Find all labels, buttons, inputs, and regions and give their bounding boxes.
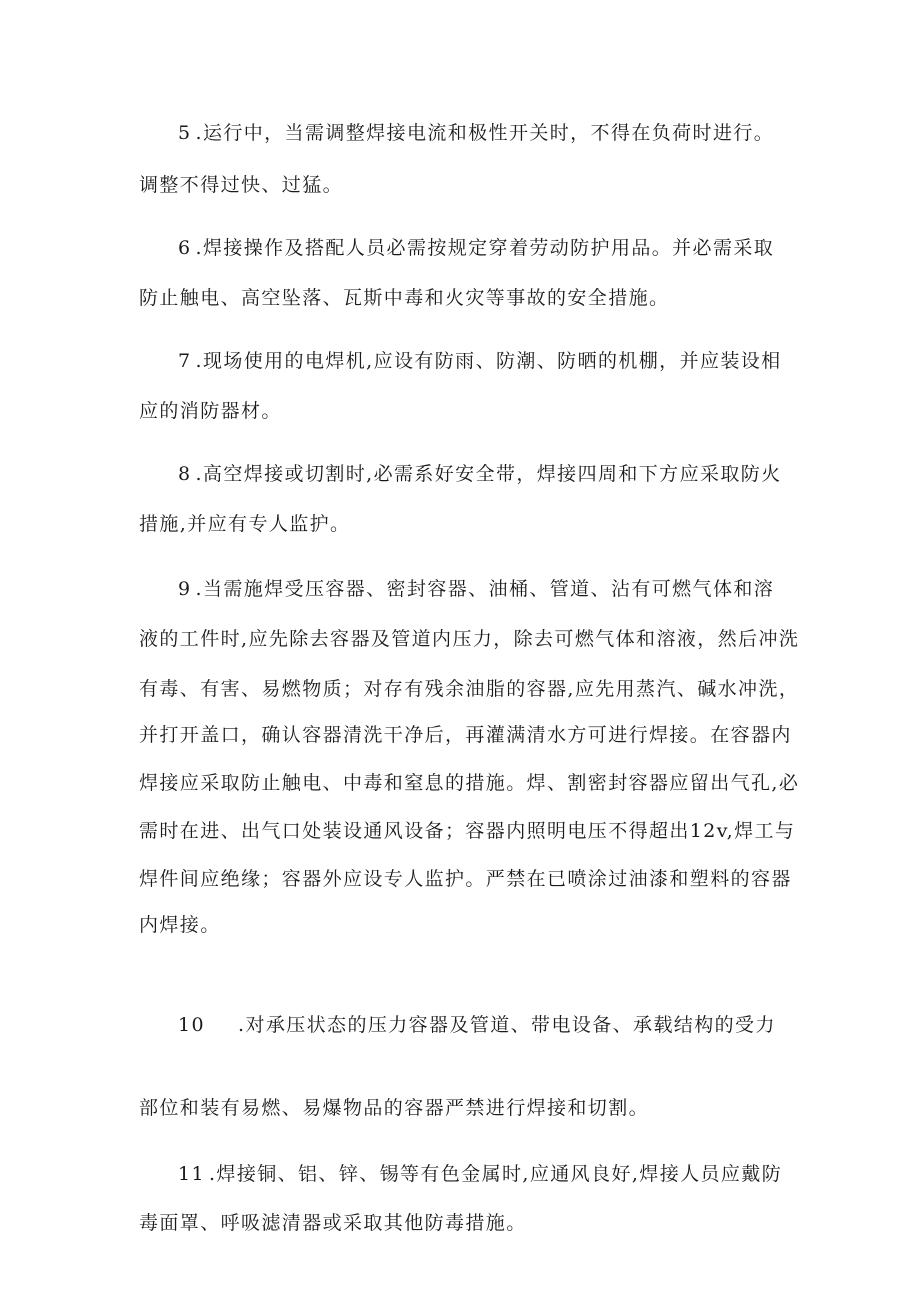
item-number: 7 <box>178 350 192 372</box>
item-number: 10 <box>178 1014 205 1036</box>
item-11-line-2: 毒面罩、呼吸滤清器或采取其他防毒措施。 <box>139 1212 527 1234</box>
item-8-line-1 <box>178 461 838 487</box>
item-10-line-1 <box>178 1012 838 1038</box>
item-9-line-2: 液的工件时,应先除去容器及管道内压力，除去可燃气体和溶液，然后冲洗 <box>139 628 800 650</box>
item-text: .现场使用的电焊机,应设有防雨、防潮、防晒的机棚，并应装设相 <box>195 350 782 372</box>
item-number: 9 <box>178 578 192 600</box>
item-text: .当需施焊受压容器、密封容器、油桶、管道、沾有可燃气体和溶 <box>195 578 775 600</box>
item-text: .焊接操作及搭配人员必需按规定穿着劳动防护用品。并必需采取 <box>195 237 775 259</box>
item-9-line-3: 有毒、有害、易燃物质；对存有残余油脂的容器,应先用蒸汽、碱水冲洗， <box>139 678 800 700</box>
item-text: .高空焊接或切割时,必需系好安全带，焊接四周和下方应采取防火 <box>195 463 782 485</box>
item-6-line-1 <box>178 235 838 261</box>
item-5-line-1 <box>178 120 838 146</box>
item-5-line-2: 调整不得过快、过猛。 <box>139 174 344 196</box>
item-9-line-1 <box>178 576 838 602</box>
item-9-line-5: 焊接应采取防止触电、中毒和窒息的措施。焊、割密封容器应留出气孔,必 <box>139 772 800 794</box>
item-11-line-1 <box>178 1161 838 1187</box>
item-text: .运行中，当需调整焊接电流和极性开关时，不得在负荷时进行。 <box>195 122 775 144</box>
item-9-line-4: 并打开盖口，确认容器清洗干净后，再灌满清水方可进行焊接。在容器内 <box>139 724 792 746</box>
item-9-line-8: 内焊接。 <box>139 914 221 936</box>
item-number: 11 <box>178 1163 205 1185</box>
item-7-line-1 <box>178 348 838 374</box>
item-7-line-2: 应的消防器材。 <box>139 400 282 422</box>
item-9-line-7: 焊件间应绝缘；容器外应设专人监护。严禁在已喷涂过油漆和塑料的容器 <box>139 868 792 890</box>
item-6-line-2: 防止触电、高空坠落、瓦斯中毒和火灾等事故的安全措施。 <box>139 287 670 309</box>
item-number: 5 <box>178 122 192 144</box>
item-10-line-2: 部位和装有易燃、易爆物品的容器严禁进行焊接和切割。 <box>139 1097 650 1119</box>
item-number: 8 <box>178 463 192 485</box>
item-number: 6 <box>178 237 192 259</box>
item-text: .焊接铜、铝、锌、锡等有色金属时,应通风良好,焊接人员应戴防 <box>208 1163 783 1185</box>
item-text: .对承压状态的压力容器及管道、带电设备、承载结构的受力 <box>238 1014 776 1036</box>
item-8-line-2: 措施,并应有专人监护。 <box>139 513 351 535</box>
item-9-line-6: 需时在进、出气口处装设通风设备；容器内照明电压不得超出12v,焊工与 <box>139 820 796 842</box>
